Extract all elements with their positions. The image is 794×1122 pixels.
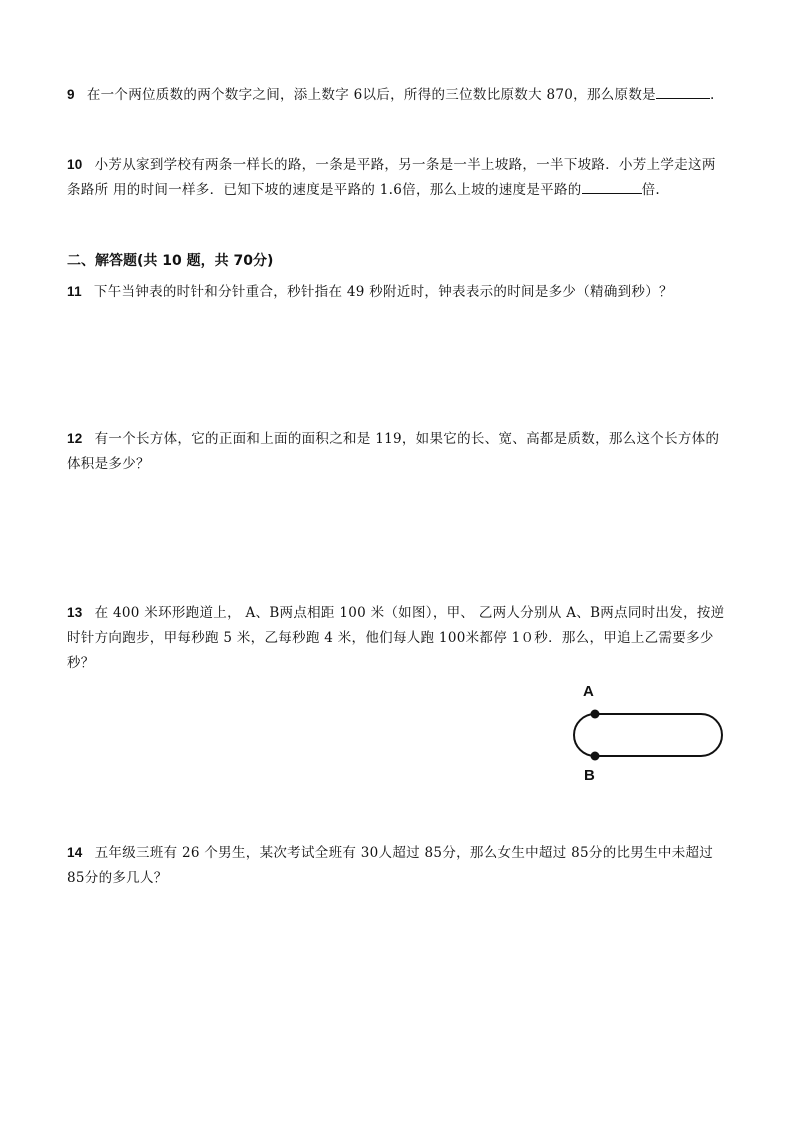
question-number: 11 [67,284,82,299]
question-number: 10 [67,157,83,172]
question-number: 12 [67,431,83,446]
point-b-marker [591,752,600,761]
question-13 [67,600,727,676]
answer-blank[interactable] [656,84,710,99]
point-a-label: A [583,683,594,700]
point-b-label: B [584,767,595,784]
question-9 [67,82,727,108]
question-text: 有一个长方体，它的正面和上面的面积之和是 119，如果它的长、宽、高都是质数，那么这个长方体的体积是多少？ [67,431,720,472]
point-a-marker [591,710,600,719]
question-10 [67,152,727,203]
answer-blank[interactable] [582,179,642,194]
question-text-end: . [709,87,715,103]
question-text: 在 400 米环形跑道上， A、B两点相距 100 米（如图），甲、 乙两人分别从 A、B两点同时出发，按逆时针方向跑步，甲每秒跑 5 米，乙每秒跑 4 米，他们每人跑 100米都停 1０秒．那么，甲追上乙需要多少秒？ [67,605,725,671]
question-text: 下午当钟表的时针和分针重合，秒针指在 49 秒附近时，钟表表示的时间是多少（精确到秒）？ [93,284,673,300]
question-number: 13 [67,605,83,620]
question-text: 五年级三班有 26 个男生，某次考试全班有 30人超过 85分，那么女生中超过 85分的比男生中未超过 85分的多几人？ [67,845,714,886]
question-text-end: 倍. [641,182,660,198]
section-heading: 二、解答题(共 10 题，共 70分) [67,253,274,269]
question-number: 9 [67,87,75,102]
track-outline [574,714,722,756]
question-text: 小芳从家到学校有两条一样长的路，一条是平路，另一条是一半上坡路，一半下坡路．小芳上学走这两条路所 用的时间一样多．已知下坡的速度是平路的 1.6倍，那么上坡的速度是平路的 [67,157,716,198]
track-figure [566,683,730,789]
question-14 [67,840,727,891]
question-number: 14 [67,845,83,860]
question-12 [67,426,727,477]
question-text: 在一个两位质数的两个数字之间，添上数字 6以后，所得的三位数比原数大 870，那么原数是 [86,87,656,103]
question-11 [67,279,727,305]
